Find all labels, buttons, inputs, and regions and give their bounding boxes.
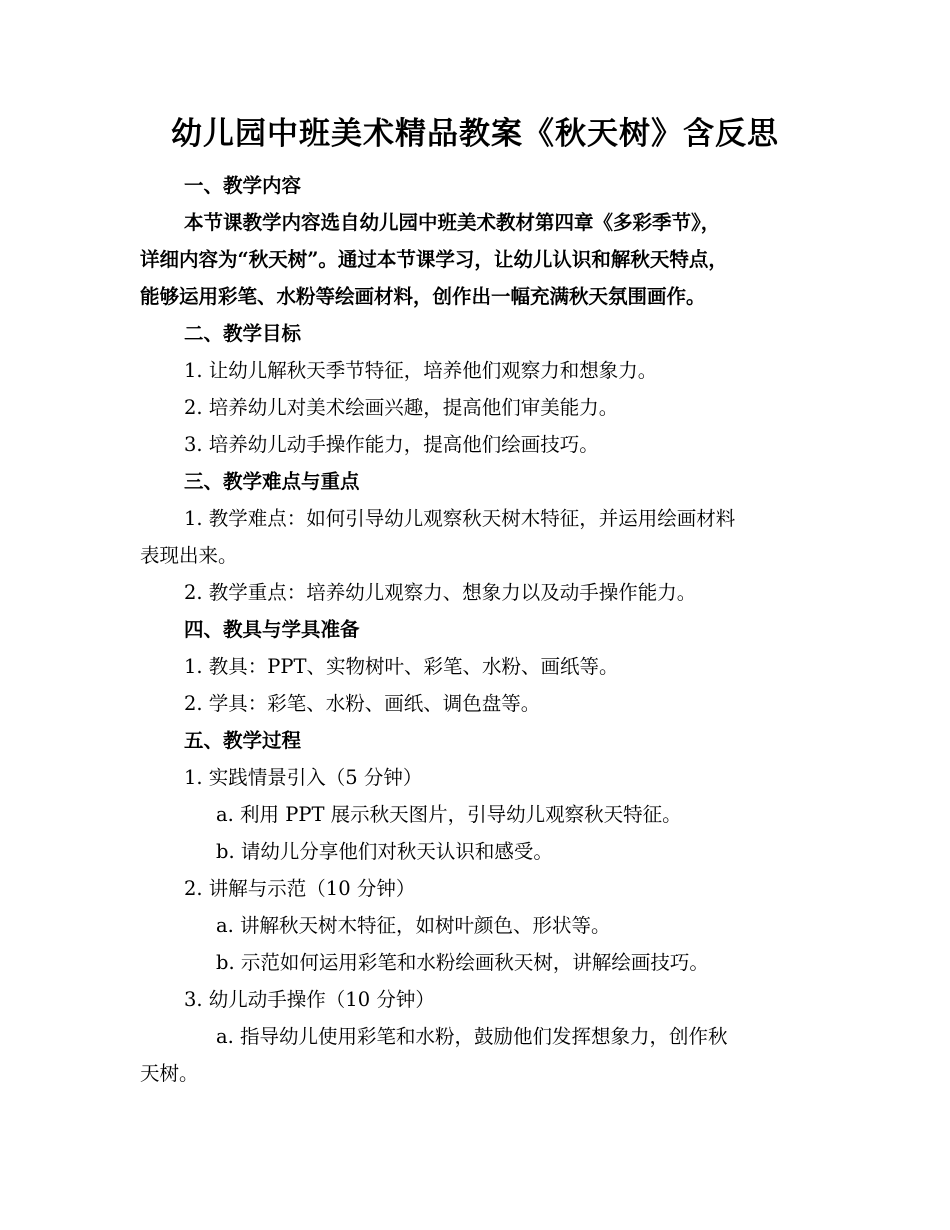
materials-item: 1. 教具：PPT、实物树叶、彩笔、水粉、画纸等。 xyxy=(184,655,619,678)
process-substep-continuation: 天树。 xyxy=(140,1062,199,1085)
objective-item: 2. 培养幼儿对美术绘画兴趣，提高他们审美能力。 xyxy=(184,396,619,419)
content-paragraph-line: 能够运用彩笔、水粉等绘画材料，创作出一幅充满秋天氛围画作。 xyxy=(140,285,706,308)
process-substep: a. 讲解秋天树木特征，如树叶颜色、形状等。 xyxy=(216,914,611,937)
objective-item: 1. 让幼儿解秋天季节特征，培养他们观察力和想象力。 xyxy=(184,359,658,382)
section-heading-content: 一、教学内容 xyxy=(184,174,302,197)
process-substep: a. 指导幼儿使用彩笔和水粉，鼓励他们发挥想象力，创作秋 xyxy=(216,1025,728,1048)
process-step: 3. 幼儿动手操作（10 分钟） xyxy=(184,988,435,1011)
difficulty-item-continuation: 表现出来。 xyxy=(140,544,238,567)
process-step: 2. 讲解与示范（10 分钟） xyxy=(184,877,416,900)
section-heading-materials: 四、教具与学具准备 xyxy=(184,618,360,641)
objective-item: 3. 培养幼儿动手操作能力，提高他们绘画技巧。 xyxy=(184,433,599,456)
key-point-item: 2. 教学重点：培养幼儿观察力、想象力以及动手操作能力。 xyxy=(184,581,697,604)
process-substep: b. 示范如何运用彩笔和水粉绘画秋天树，讲解绘画技巧。 xyxy=(216,951,709,974)
process-substep: a. 利用 PPT 展示秋天图片，引导幼儿观察秋天特征。 xyxy=(216,803,682,826)
process-substep: b. 请幼儿分享他们对秋天认识和感受。 xyxy=(216,840,553,863)
document-title: 幼儿园中班美术精品教案《秋天树》含反思 xyxy=(171,116,779,152)
materials-item: 2. 学具：彩笔、水粉、画纸、调色盘等。 xyxy=(184,692,541,715)
section-heading-objectives: 二、教学目标 xyxy=(184,322,302,345)
process-step: 1. 实践情景引入（5 分钟） xyxy=(184,766,423,789)
section-heading-difficulties: 三、教学难点与重点 xyxy=(184,470,360,493)
section-heading-process: 五、教学过程 xyxy=(184,729,302,752)
difficulty-item: 1. 教学难点：如何引导幼儿观察秋天树木特征，并运用绘画材料 xyxy=(184,507,736,530)
content-paragraph-line: 本节课教学内容选自幼儿园中班美术教材第四章《多彩季节》， xyxy=(184,211,721,234)
content-paragraph-line: 详细内容为“秋天树”。通过本节课学习，让幼儿认识和解秋天特点， xyxy=(140,248,728,271)
